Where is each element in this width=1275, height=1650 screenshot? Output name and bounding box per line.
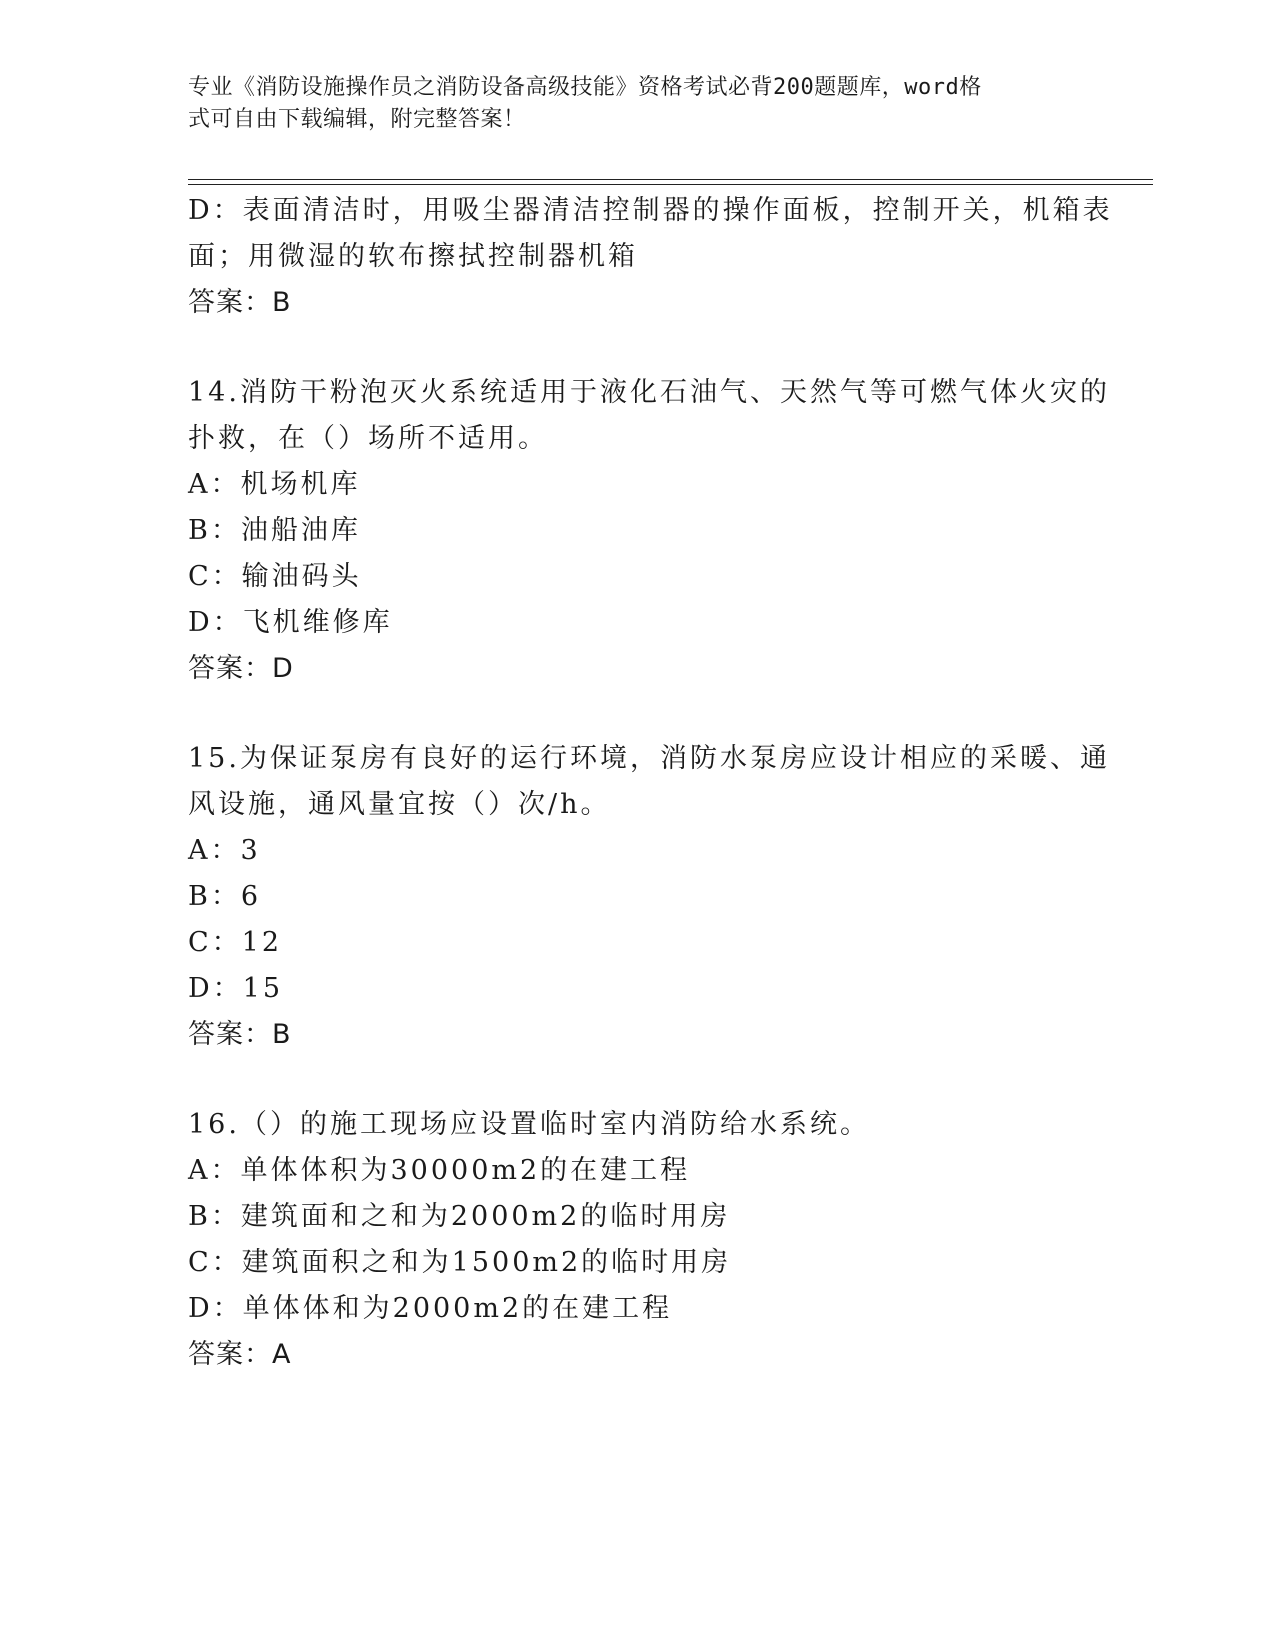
- option-d-line-2: 面；用微湿的软布擦拭控制器机箱: [188, 241, 638, 272]
- option-c: C：建筑面积之和为1500m2的临时用房: [188, 1247, 732, 1278]
- option-a: A：3: [188, 835, 261, 866]
- document-header: [188, 72, 1078, 136]
- option-c: C：输油码头: [188, 561, 362, 592]
- document-body: [188, 188, 1113, 1378]
- header-rule-top: [188, 179, 1153, 180]
- option-c: C：12: [188, 927, 283, 958]
- option-d: D：单体体和为2000m2的在建工程: [188, 1293, 673, 1324]
- option-b: B：建筑面和之和为2000m2的临时用房: [188, 1201, 731, 1232]
- question-stem-line-1: 15.为保证泵房有良好的运行环境，消防水泵房应设计相应的采暖、通: [188, 743, 1110, 774]
- question-stem-line-2: 扑救，在（）场所不适用。: [188, 423, 548, 454]
- question-16: [188, 1102, 1088, 1378]
- option-b: B：6: [188, 881, 262, 912]
- question-stem-line-1: 14.消防干粉泡灭火系统适用于液化石油气、天然气等可燃气体火灾的: [188, 377, 1110, 408]
- header-line-2: 式可自由下载编辑，附完整答案！: [188, 107, 526, 132]
- question-15: [188, 736, 1110, 1058]
- previous-question-tail: [188, 188, 1113, 326]
- answer-label: 答案：B: [188, 287, 292, 318]
- question-stem-line-1: 16.（）的施工现场应设置临时室内消防给水系统。: [188, 1109, 870, 1140]
- answer-label: 答案：D: [188, 653, 294, 684]
- header-rule-bottom: [188, 184, 1153, 185]
- question-stem-line-2: 风设施，通风量宜按（）次/h。: [188, 789, 611, 820]
- option-d: D：15: [188, 973, 284, 1004]
- answer-label: 答案：A: [188, 1339, 292, 1370]
- option-a: A：机场机库: [188, 469, 361, 500]
- option-b: B：油船油库: [188, 515, 361, 546]
- question-14: [188, 370, 1110, 692]
- option-a: A：单体体积为30000m2的在建工程: [188, 1155, 691, 1186]
- answer-label: 答案：B: [188, 1019, 292, 1050]
- option-d-line-1: D：表面清洁时，用吸尘器清洁控制器的操作面板，控制开关，机箱表: [188, 195, 1113, 226]
- header-line-1: 专业《消防设施操作员之消防设备高级技能》资格考试必背200题题库，word格: [188, 75, 982, 100]
- option-d: D：飞机维修库: [188, 607, 393, 638]
